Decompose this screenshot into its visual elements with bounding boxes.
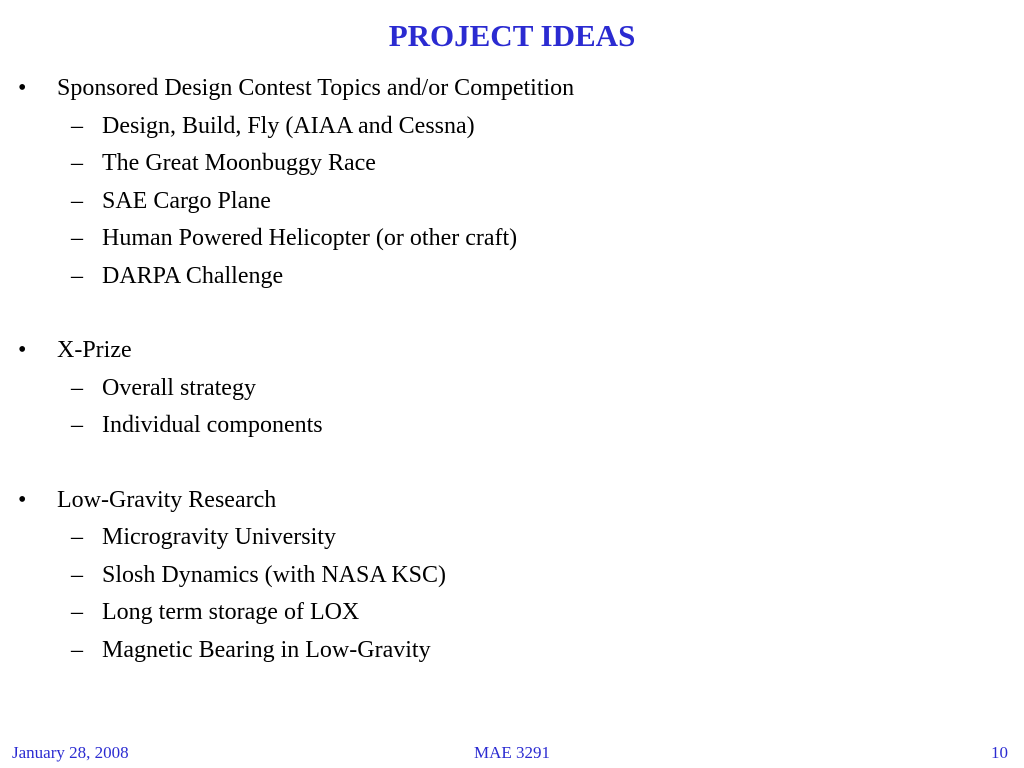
sub-item — [0, 183, 1024, 221]
sub-item — [0, 220, 1024, 258]
footer-date: January 28, 2008 — [12, 743, 129, 762]
bullet-icon: • — [18, 75, 27, 101]
bullet-text: Sponsored Design Contest Topics and/or Competition — [57, 75, 575, 101]
dash-icon: – — [71, 599, 83, 625]
bullet-item — [0, 70, 1024, 108]
sub-item-text: Human Powered Helicopter (or other craft) — [102, 225, 518, 251]
sub-item-text: Individual components — [102, 412, 323, 438]
dash-icon: – — [71, 262, 83, 289]
sub-item — [0, 632, 1024, 670]
sub-item-text: The Great Moonbuggy Race — [102, 150, 376, 176]
bullet-group-contests — [0, 70, 1024, 295]
bullet-text: Low-Gravity Research — [57, 486, 277, 513]
sub-item-text: Long term storage of LOX — [102, 599, 360, 625]
slide-title: PROJECT IDEAS — [388, 18, 636, 53]
dash-icon: – — [71, 636, 83, 663]
footer-course: MAE 3291 — [473, 743, 551, 762]
sub-item — [0, 108, 1024, 146]
sub-item — [0, 407, 1024, 445]
dash-icon: – — [71, 187, 83, 214]
sub-item-text: Overall strategy — [102, 374, 256, 401]
sub-item-text: SAE Cargo Plane — [102, 187, 271, 214]
sub-item-text: DARPA Challenge — [102, 262, 284, 289]
sub-item — [0, 145, 1024, 183]
slide-content — [0, 70, 1024, 706]
bullet-icon: • — [18, 486, 27, 513]
sub-item-text: Design, Build, Fly (AIAA and Cessna) — [102, 112, 475, 139]
sub-item — [0, 370, 1024, 408]
bullet-item — [0, 332, 1024, 370]
sub-item-text: Magnetic Bearing in Low-Gravity — [102, 636, 431, 663]
dash-icon: – — [71, 374, 83, 401]
sub-item-text: Slosh Dynamics (with NASA KSC) — [102, 561, 447, 588]
bullet-item — [0, 482, 1024, 520]
sub-item-text: Microgravity University — [102, 524, 336, 550]
bullet-text: X-Prize — [57, 337, 132, 363]
sub-item — [0, 594, 1024, 632]
dash-icon: – — [71, 112, 83, 139]
bullet-icon: • — [18, 337, 27, 363]
dash-icon: – — [71, 561, 83, 588]
sub-item — [0, 557, 1024, 595]
footer-page-number: 10 — [991, 743, 1008, 762]
dash-icon: – — [71, 412, 83, 438]
dash-icon: – — [71, 524, 83, 550]
sub-item — [0, 519, 1024, 557]
bullet-group-xprize — [0, 332, 1024, 445]
sub-item — [0, 258, 1024, 296]
bullet-group-low-gravity — [0, 482, 1024, 670]
dash-icon: – — [71, 225, 83, 251]
dash-icon: – — [71, 150, 83, 176]
